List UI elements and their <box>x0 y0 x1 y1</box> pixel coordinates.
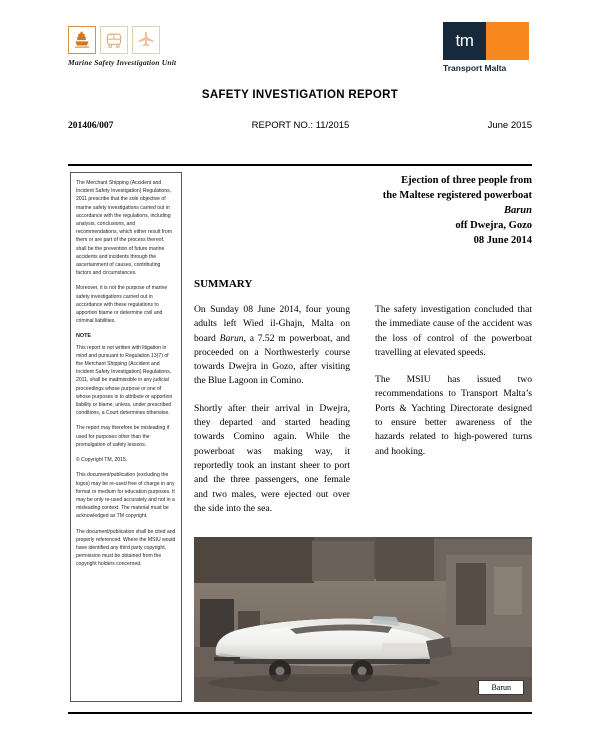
sidebar-paragraph: The Merchant Shipping (Accident and Incident Safety Investigation) Regulations, 2011 prescribe that the sole objective of marine safety investigations carried out in accordance with the regulations, including analysis, conclusions, and recommendations, which either result from them or are part of the process thereof, shall be the prevention of future marine accidents and incidents through the ascertainment of causes, contributing factors and circumstances. <box>76 180 172 277</box>
sidebar-note-paragraph: The document/publication shall be cited and properly referenced. Where the MSIU would have identified any third party copyright, permission must be obtained from the copyright holders concerned. <box>76 528 176 568</box>
page-title: SAFETY INVESTIGATION REPORT <box>201 89 399 101</box>
vessel-name-inline: Barun <box>219 332 244 344</box>
report-reference: 201406/007 <box>68 121 114 131</box>
page-header <box>0 0 600 80</box>
plane-icon <box>132 26 160 54</box>
incident-title-block <box>300 173 532 248</box>
report-number: REPORT NO.: 11/2015 <box>251 120 350 131</box>
incident-title-line2: the Maltese registered powerboat <box>382 190 532 201</box>
transport-malta-caption: Transport Malta <box>443 63 507 73</box>
sidebar-note-heading: NOTE <box>76 333 91 340</box>
vessel-photograph <box>194 537 532 702</box>
summary-heading: SUMMARY <box>194 278 253 290</box>
tm-monogram: tm <box>443 22 486 60</box>
report-date: June 2015 <box>487 120 532 131</box>
summary-column-right <box>375 303 532 459</box>
summary-column-left <box>194 303 350 516</box>
tm-orange-block <box>486 22 529 60</box>
summary-text-before: On Sunday 08 June 2014, four young adults left Wied il-Ghajn, Malta on board <box>194 304 350 344</box>
summary-paragraph: Shortly after their arrival in Dwejra, they departed and started heading towards Comino again. While the powerboat was making way, it reportedly took an instant sheer to port and the three passengers, one female and two males, were ejected out over the side into the sea. <box>194 402 350 514</box>
sidebar-note-paragraph: This report is not written with litigation in mind and pursuant to Regulation 13(7) of the Merchant Shipping (Accident and Incident Safety Investigation) Regulations, 2011, shall be inadmissible in any judicial proceedings whose purpose or one of whose purposes is to attribute or apportion liability or blame, unless, under prescribed conditions, a Court determines otherwise. <box>76 344 173 417</box>
incident-vessel-name: Barun <box>503 205 532 216</box>
sidebar-paragraph: Moreover, it is not the purpose of marine safety investigations carried out in accordance with these regulations to apportion blame or determine civil and criminal liabilities. <box>76 285 168 325</box>
header-divider <box>68 164 532 166</box>
summary-paragraph <box>194 303 350 389</box>
msiu-logo <box>68 26 268 67</box>
ship-icon <box>68 26 96 54</box>
sidebar-note-paragraph: The report may therefore be misleading if used for purposes other than the promulgation of safety lessons. <box>76 425 170 448</box>
sidebar-copyright: © Copyright TM, 2015. <box>76 457 128 464</box>
footer-divider <box>68 712 532 714</box>
legal-notice-sidebar <box>70 172 182 702</box>
bus-icon <box>100 26 128 54</box>
incident-location: off Dwejra, Gozo <box>455 220 532 231</box>
summary-paragraph: The safety investigation concluded that the immediate cause of the accident was the loss of control of the powerboat travelling at elevated speeds. <box>375 304 532 358</box>
sidebar-note-paragraph: This document/publication (excluding the logos) may be re-used free of charge in any format or medium for education purposes. It may be only re-used accurately and not in a misleading context. The material must be acknowledged as TM copyright. <box>76 472 175 520</box>
incident-date: 08 June 2014 <box>473 235 532 246</box>
incident-title-line1: Ejection of three people from <box>401 175 532 186</box>
transport-malta-logo <box>443 22 529 73</box>
msiu-caption: Marine Safety Investigation Unit <box>68 58 177 67</box>
report-meta-row <box>68 120 532 131</box>
msiu-icon-row <box>68 26 268 54</box>
photo-caption: Barun <box>478 680 524 695</box>
summary-text-after: , a 7.52 m powerboat, and proceeded on a Northwesterly course towards Dwejra in Gozo, after visiting the Blue Lagoon in Comino. <box>194 332 350 387</box>
tm-logo-blocks <box>443 22 529 60</box>
summary-paragraph: The MSIU has issued two recommendations to Transport Malta’s Ports & Yachting Directorate designed to ensure better awareness of the hazards related to high-powered turns and hooking. <box>375 374 532 457</box>
